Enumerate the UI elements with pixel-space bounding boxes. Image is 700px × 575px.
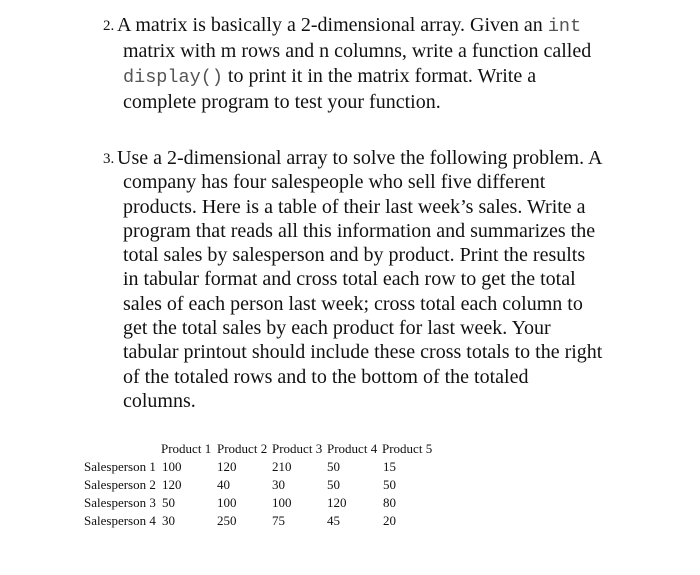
table-cell: 50 bbox=[327, 459, 340, 474]
table-cell: 120 bbox=[327, 495, 347, 510]
sales-table bbox=[0, 437, 700, 537]
table-row-label: Salesperson 1 bbox=[84, 459, 156, 474]
code-display: display() bbox=[123, 66, 223, 88]
problem-2-line-4: complete program to test your function. bbox=[123, 90, 441, 113]
problem-3-line: of the totaled rows and to the bottom of the totaled bbox=[123, 365, 529, 388]
problem-2-line-1-text: A matrix is basically a 2-dimensional array. Given an bbox=[117, 14, 548, 36]
table-cell: 120 bbox=[217, 459, 237, 474]
table-row-label: Salesperson 4 bbox=[84, 513, 156, 528]
table-cell: 40 bbox=[217, 477, 230, 492]
table-cell: 100 bbox=[272, 495, 292, 510]
problem-3-line: total sales by salesperson and by product. Print the results bbox=[123, 244, 586, 267]
problem-2-line-2: matrix with m rows and n columns, write a function called bbox=[123, 40, 592, 63]
problem-3-line: sales of each person last week; cross total each column to bbox=[123, 292, 583, 315]
table-row-label: Salesperson 2 bbox=[84, 477, 156, 492]
table-cell: 120 bbox=[162, 477, 182, 492]
problem-3-text bbox=[117, 146, 643, 413]
table-row-label: Salesperson 3 bbox=[84, 495, 156, 510]
table-cell: 45 bbox=[327, 513, 340, 528]
problem-3-line: in tabular format and cross total each row to get the total bbox=[123, 268, 576, 291]
table-cell: 30 bbox=[162, 513, 175, 528]
problem-3-line: products. Here is a table of their last week’s sales. Write a bbox=[123, 195, 586, 218]
table-cell: 20 bbox=[383, 513, 396, 528]
table-cell: 50 bbox=[383, 477, 396, 492]
table-cell: 75 bbox=[272, 513, 285, 528]
table-cell: 50 bbox=[327, 477, 340, 492]
problem-3-line: Use a 2-dimensional array to solve the following problem. A bbox=[117, 147, 603, 169]
problem-3-number: 3. bbox=[103, 151, 115, 167]
problem-2-number: 2. bbox=[103, 18, 115, 34]
table-cell: 30 bbox=[272, 477, 285, 492]
table-cell: 210 bbox=[272, 459, 292, 474]
problem-2-line-3-text: to print it in the matrix format. Write a bbox=[222, 64, 537, 87]
table-cell: 15 bbox=[383, 459, 396, 474]
table-cell: 250 bbox=[217, 513, 237, 528]
table-cell: 50 bbox=[162, 495, 175, 510]
problem-3-line: get the total sales by each product for last week. Your bbox=[123, 317, 551, 340]
table-header-cell: Product 5 bbox=[382, 441, 433, 456]
problem-3-line: company has four salespeople who sell five different bbox=[123, 171, 546, 194]
table-header-cell: Product 2 bbox=[217, 441, 268, 456]
problem-2-text bbox=[117, 13, 643, 114]
problem-3-line: program that reads all this information and summarizes the bbox=[123, 219, 596, 242]
table-header-cell: Product 1 bbox=[161, 441, 212, 456]
code-int: int bbox=[547, 16, 582, 37]
problem-3-line: tabular printout should include these cross totals to the right bbox=[123, 341, 603, 364]
problem-3-line: columns. bbox=[123, 389, 196, 412]
problem-2-line-1 bbox=[117, 13, 643, 39]
table-header-cell: Product 3 bbox=[272, 441, 323, 456]
table-cell: 100 bbox=[162, 459, 182, 474]
table-cell: 100 bbox=[217, 495, 237, 510]
table-header-cell: Product 4 bbox=[327, 441, 378, 456]
problem-2-line-3 bbox=[123, 64, 643, 90]
table-cell: 80 bbox=[383, 495, 396, 510]
